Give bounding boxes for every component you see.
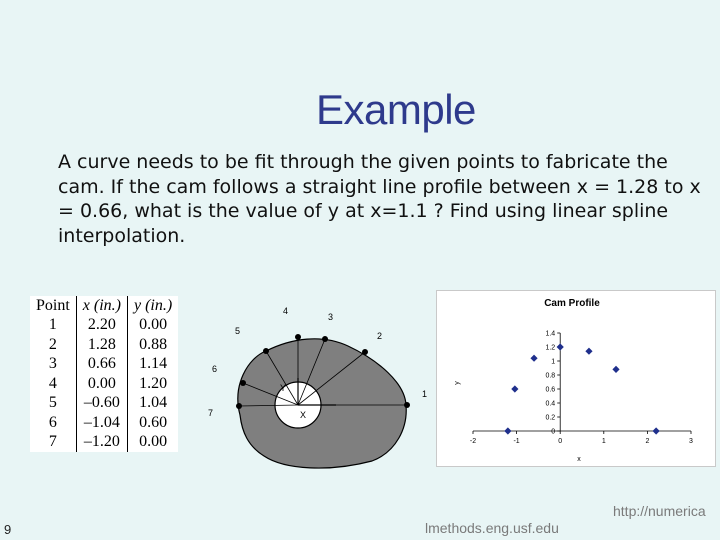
chart-y-tick-label: 0.6 [545,386,556,394]
chart-data-point [653,427,660,434]
header-point: Point [30,296,76,316]
table-row [30,394,178,414]
cam-point-4 [295,334,301,340]
cell-y: 0.60 [139,413,168,431]
cell-y: 1.20 [139,374,168,392]
cam-label-5: 5 [235,326,241,336]
chart-ylabel: y [454,381,461,385]
cell-point: 4 [30,374,76,394]
chart-data-point [511,385,518,392]
chart-data-point [585,348,592,355]
cell-x: 2.20 [76,316,127,336]
cell-y: 1.14 [139,355,168,373]
footer-url-part2[interactable]: lmethods.eng.usf.edu [425,520,559,536]
chart-data-point [530,355,537,362]
cam-point-2 [362,349,368,355]
chart-x-tick-label: 1 [601,438,606,445]
chart-y-tick-label: 1.4 [545,330,556,338]
table-row [30,335,178,355]
cell-x: 1.28 [76,335,127,355]
cam-profile-chart [436,290,716,467]
cell-y: 0.88 [139,335,168,353]
chart-x-tick-label: 0 [558,438,563,445]
cam-point-6 [240,380,246,386]
chart-data-point [504,427,511,434]
slide-number: 9 [4,522,12,537]
table-row [30,316,178,336]
cell-point: 7 [30,433,76,453]
cam-point-3 [322,336,328,342]
chart-xlabel: x [577,456,581,463]
cell-y: 0.00 [139,316,168,334]
table-row [30,413,178,433]
table-row [30,355,178,375]
points-table [30,296,178,452]
cell-x: –1.04 [76,413,127,433]
chart-x-tick-label: -1 [513,438,520,445]
chart-title: Cam Profile [544,298,600,309]
cell-x: 0.00 [76,374,127,394]
cell-y: 1.04 [139,394,168,412]
cam-label-4: 4 [283,306,289,316]
chart-x-tick-label: 2 [645,438,650,445]
cam-label-7: 7 [208,408,214,418]
table-row [30,433,178,453]
cam-label-2: 2 [377,331,383,341]
cell-point: 1 [30,316,76,336]
chart-x-tick-label: -2 [469,438,477,445]
header-x: x (in.) [76,296,127,316]
cell-x: 0.66 [76,355,127,375]
cam-axis-y-label: Y [280,383,287,393]
chart-data-point [612,366,619,373]
cam-point-5 [263,348,269,354]
cell-point: 2 [30,335,76,355]
cell-x: –1.20 [76,433,127,453]
chart-svg [437,291,715,466]
cell-point: 3 [30,355,76,375]
chart-x-tick-label: 3 [689,438,693,445]
chart-y-tick-label: 1.2 [545,344,556,352]
header-y: y (in.) [134,296,173,314]
cell-x: –0.60 [76,394,127,414]
footer-url-part1[interactable]: http://numerica [613,503,706,519]
cell-y: 0.00 [139,433,168,451]
cam-shape [238,339,406,468]
table-header-row [30,296,178,316]
cam-label-6: 6 [212,364,218,374]
cell-point: 6 [30,413,76,433]
table-row [30,374,178,394]
problem-statement: A curve needs to be fit through the given points to fabricate the cam. If the cam follows a straight line profile between x = 1.28 to x = 0.66, what is the value of y at x=1.1 ? Find using linear spline interpolation. [58,151,701,247]
chart-y-tick-label: 0 [551,428,556,436]
cam-diagram [200,296,440,476]
cam-label-1: 1 [422,389,428,399]
cam-point-1 [404,402,410,408]
chart-data-point [557,343,564,350]
cam-point-7 [236,403,242,409]
chart-y-tick-label: 0.2 [545,414,556,422]
cam-axis-x-label: X [300,410,307,420]
chart-y-tick-label: 0.8 [545,372,556,380]
slide-title: Example [316,86,476,133]
chart-y-tick-label: 1 [551,358,556,366]
cell-point: 5 [30,394,76,414]
cam-label-3: 3 [328,312,334,322]
chart-y-tick-label: 0.4 [545,400,556,408]
